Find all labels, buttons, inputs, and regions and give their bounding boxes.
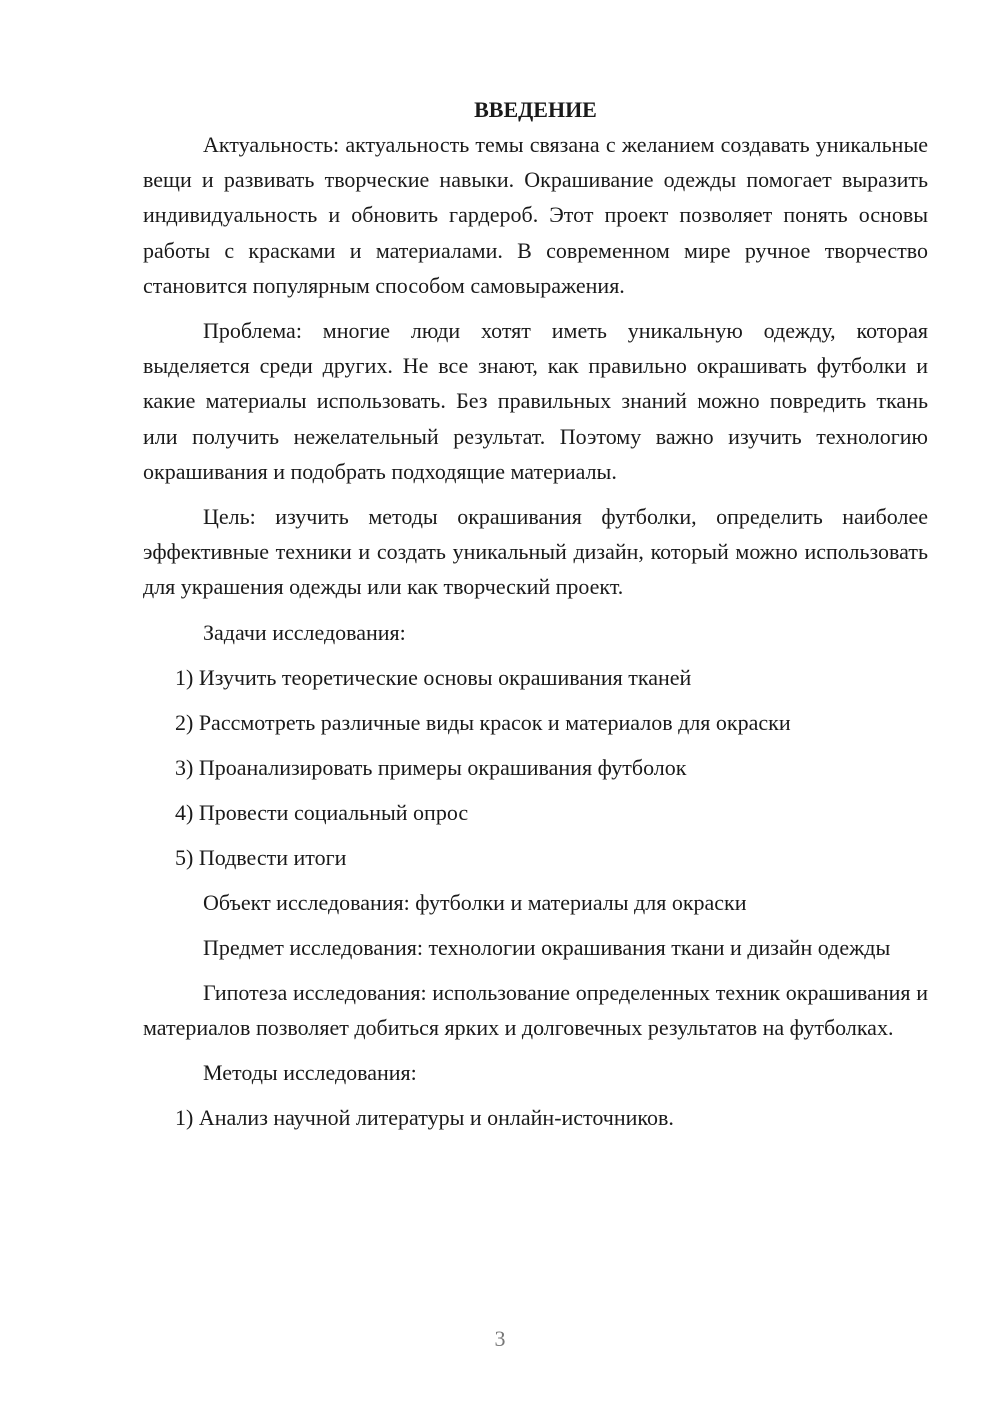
methods-heading: Методы исследования:	[203, 1060, 417, 1086]
subject-paragraph: Предмет исследования: технологии окрашивания ткани и дизайн одежды	[203, 934, 891, 960]
goal-paragraph: Цель: изучить методы окрашивания футболки, определить наиболее эффективные техники и создать уникальный дизайн, который можно использовать для украшения одежды или как творческий проект.	[143, 504, 928, 600]
relevance-paragraph: Актуальность: актуальность темы связана с желанием создавать уникальные вещи и развивать творческие навыки. Окрашивание одежды помогает выразить индивидуальность и обновить гардероб. Этот проект позволяет понять основы работы с красками и материалами. В современном мире ручное творчество становится популярным способом самовыражения.	[143, 132, 928, 298]
task-item: 1) Изучить теоретические основы окрашивания тканей	[175, 664, 692, 690]
section-title: ВВЕДЕНИЕ	[474, 97, 597, 122]
method-item: 1) Анализ научной литературы и онлайн-источников.	[175, 1105, 674, 1131]
methods-list	[143, 1100, 928, 1135]
task-item: 3) Проанализировать примеры окрашивания футболок	[175, 754, 687, 780]
task-item: 2) Рассмотреть различные виды красок и материалов для окраски	[175, 709, 791, 735]
problem-paragraph: Проблема: многие люди хотят иметь уникальную одежду, которая выделяется среди других. Не все знают, как правильно окрашивать футболки и какие материалы использовать. Без правильных знаний можно повредить ткань или получить нежелательный результат. Поэтому важно изучить технологию окрашивания и подобрать подходящие материалы.	[143, 318, 928, 484]
tasks-heading: Задачи исследования:	[203, 619, 406, 645]
task-item: 5) Подвести итоги	[175, 844, 347, 870]
task-item: 4) Провести социальный опрос	[175, 799, 469, 825]
tasks-list	[143, 660, 928, 875]
document-page	[143, 92, 928, 1145]
page-number: 3	[494, 1326, 506, 1351]
object-line: Объект исследования: футболки и материалы для окраски	[203, 889, 747, 915]
hypothesis-paragraph: Гипотеза исследования: использование определенных техник окрашивания и материалов позволяет добиться ярких и долговечных результатов на футболках.	[143, 979, 928, 1041]
